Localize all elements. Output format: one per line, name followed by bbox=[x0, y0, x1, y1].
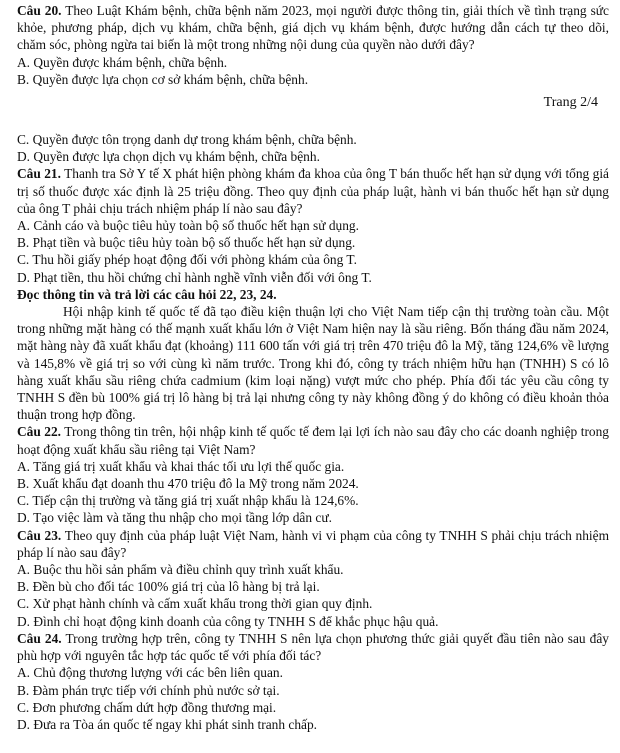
question-20-option-c: C. Quyền được tôn trọng danh dự trong khám bệnh, chữa bệnh. bbox=[17, 132, 357, 147]
page-number: Trang 2/4 bbox=[543, 95, 598, 110]
question-21-option-b: B. Phạt tiền và buộc tiêu hủy toàn bộ số thuốc hết hạn sử dụng. bbox=[17, 235, 356, 251]
question-21-option-c: C. Thu hồi giấy phép hoạt động đối với phòng khám của ông T. bbox=[17, 252, 357, 268]
question-20-option-a: A. Quyền được khám bệnh, chữa bệnh. bbox=[17, 54, 228, 70]
question-21-stem bbox=[17, 165, 609, 217]
question-23-label: Câu 23. bbox=[17, 527, 62, 543]
question-20-label: Câu 20. bbox=[17, 3, 62, 18]
question-21-option-a: A. Cảnh cáo và buộc tiêu hủy toàn bộ số thuốc hết hạn sử dụng. bbox=[17, 218, 359, 234]
question-24-text: Trong trường hợp trên, công ty TNHH S nên lựa chọn phương thức giải quyết đầu tiên nào sau đây phù hợp với nguyên tắc hợp tác quốc tế với phía đối tác? bbox=[17, 630, 609, 664]
question-24-option-d: D. Đưa ra Tòa án quốc tế ngay khi phát sinh tranh chấp. bbox=[17, 716, 318, 732]
reading-heading: Đọc thông tin và trả lời các câu hỏi 22, 23, 24. bbox=[17, 286, 277, 302]
question-23-stem bbox=[17, 527, 609, 561]
question-22-option-b: B. Xuất khẩu đạt doanh thu 470 triệu đô la Mỹ trong năm 2024. bbox=[17, 476, 359, 492]
question-23-option-d: D. Đình chỉ hoạt động kinh doanh của công ty TNHH S để khắc phục hậu quả. bbox=[17, 613, 439, 629]
question-22-label: Câu 22. bbox=[17, 424, 62, 440]
page-continuation bbox=[17, 131, 609, 733]
question-23-option-a: A. Buộc thu hồi sản phẩm và điều chỉnh quy trình xuất khẩu. bbox=[17, 562, 344, 578]
question-20-option-b: B. Quyền được lựa chọn cơ sở khám bệnh, chữa bệnh. bbox=[17, 71, 309, 87]
question-22-stem bbox=[17, 423, 609, 457]
question-23-option-c: C. Xử phạt hành chính và cấm xuất khẩu trong thời gian quy định. bbox=[17, 596, 373, 612]
question-22-option-a: A. Tăng giá trị xuất khẩu và khai thác tối ưu lợi thế quốc gia. bbox=[17, 458, 345, 474]
question-20-text: Theo Luật Khám bệnh, chữa bệnh năm 2023, mọi người được thông tin, giải thích về tình trạng sức khỏe, phương pháp, dịch vụ khám, chữa bệnh, giá dịch vụ khám bệnh, được hướng dẫn cách tự theo dõi, chăm sóc, phòng ngừa tai biến là một trong những nội dung của quyền nào dưới đây? bbox=[17, 3, 609, 53]
reading-passage: Hội nhập kinh tế quốc tế đã tạo điều kiện thuận lợi cho Việt Nam tiếp cận thị trường toàn cầu. Một trong những mặt hàng có thế mạnh xuất khẩu lớn ở Việt Nam hiện nay là sầu riêng. Bốn tháng đầu năm 2024, mặt hàng này đã xuất khẩu đạt (khoảng) 111 600 tấn với giá trị trên 470 triệu đô la Mỹ, tăng 124,6% về lượng và 145,8% về giá trị so với cùng kì năm trước. Trong khi đó, công ty trách nhiệm hữu hạn (TNHH) S có lô hàng xuất khẩu sầu riêng chứa cadmium (kim loại nặng) vượt mức cho phép. Phía đối tác yêu cầu công ty TNHH S đền bù 100% giá trị lô hàng bị trả lại nhưng công ty này không đồng ý do không có điều khoản thỏa thuận trong hợp đồng. bbox=[17, 304, 609, 423]
question-24-option-b: B. Đàm phán trực tiếp với chính phủ nước sở tại. bbox=[17, 682, 280, 698]
question-21-text: Thanh tra Sở Y tế X phát hiện phòng khám đa khoa của ông T bán thuốc hết hạn sử dụng với tổng giá trị số thuốc được xác định là 25 triệu đồng. Theo quy định của pháp luật, hành vi bán thuốc hết hạn sử dụng của ông T phải chịu trách nhiệm pháp lí nào sau đây? bbox=[17, 166, 610, 216]
question-24-label: Câu 24. bbox=[17, 630, 62, 646]
question-24-option-a: A. Chủ động thương lượng với các bên liên quan. bbox=[17, 665, 283, 681]
question-20-top bbox=[17, 2, 609, 88]
question-22-option-d: D. Tạo việc làm và tăng thu nhập cho mọi tầng lớp dân cư. bbox=[17, 510, 332, 526]
question-22-text: Trong thông tin trên, hội nhập kinh tế quốc tế đem lại lợi ích nào sau đây cho các doanh nghiệp trong hoạt động xuất khẩu sầu riêng tại Việt Nam? bbox=[17, 424, 609, 457]
question-20-stem bbox=[17, 2, 609, 54]
question-21-option-d: D. Phạt tiền, thu hồi chứng chỉ hành nghề vĩnh viễn đối với ông T. bbox=[17, 269, 372, 285]
question-20-option-d: D. Quyền được lựa chọn dịch vụ khám bệnh, chữa bệnh. bbox=[17, 149, 320, 165]
question-24-option-c: C. Đơn phương chấm dứt hợp đồng thương mại. bbox=[17, 699, 277, 715]
question-21-label: Câu 21. bbox=[17, 166, 61, 182]
question-24-stem bbox=[17, 630, 609, 664]
question-22-option-c: C. Tiếp cận thị trường và tăng giá trị xuất nhập khẩu là 124,6%. bbox=[17, 493, 359, 509]
question-23-option-b: B. Đền bù cho đối tác 100% giá trị của lô hàng bị trả lại. bbox=[17, 579, 320, 595]
question-23-text: Theo quy định của pháp luật Việt Nam, hành vi vi phạm của công ty TNHH S phải chịu trách nhiệm pháp lí nào sau đây? bbox=[17, 527, 609, 560]
